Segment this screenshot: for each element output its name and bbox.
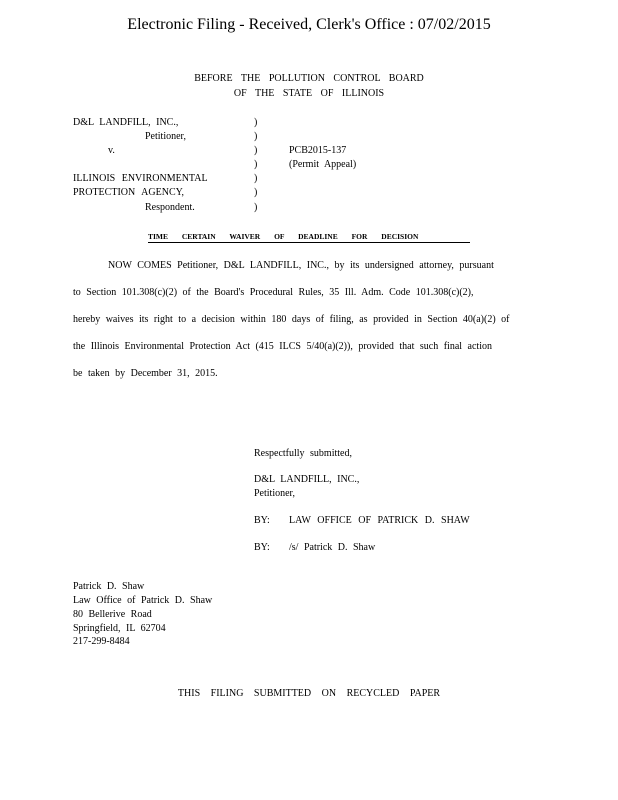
caption-paren: ): [254, 131, 258, 142]
signature-by-label: BY:: [254, 542, 270, 553]
body-line: to Section 101.308(c)(2) of the Board's Procedural Rules, 35 Ill. Adm. Code 101.308(c)(2),: [73, 287, 474, 298]
recycled-paper-notice: THIS FILING SUBMITTED ON RECYCLED PAPER: [177, 688, 441, 699]
signature-by-label: BY:: [254, 515, 270, 526]
respondent-name-line-1: ILLINOIS ENVIRONMENTAL: [73, 173, 208, 184]
respondent-name-line-2: PROTECTION AGENCY,: [73, 187, 185, 198]
board-title-line-1: BEFORE THE POLLUTION CONTROL BOARD: [194, 73, 424, 84]
board-title-line-2: OF THE STATE OF ILLINOIS: [233, 88, 385, 99]
petitioner-role: Petitioner,: [145, 131, 186, 142]
body-line: NOW COMES Petitioner, D&L LANDFILL, INC., by its undersigned attorney, pursuant: [108, 260, 494, 271]
caption-paren: ): [254, 145, 258, 156]
attorney-phone: 217-299-8484: [73, 636, 130, 647]
attorney-name: Patrick D. Shaw: [73, 581, 145, 592]
signature-electronic: /s/ Patrick D. Shaw: [289, 542, 376, 553]
caption-paren: ): [254, 202, 258, 213]
case-number: PCB2015-137: [289, 145, 347, 156]
caption-paren: ): [254, 173, 258, 184]
attorney-street: 80 Bellerive Road: [73, 609, 152, 620]
attorney-firm: Law Office of Patrick D. Shaw: [73, 595, 213, 606]
caption-paren: ): [254, 117, 258, 128]
case-type: (Permit Appeal): [289, 159, 357, 170]
body-line: hereby waives its right to a decision within 180 days of filing, as provided in Section 40(a)(2) of: [73, 314, 510, 325]
electronic-filing-stamp: Electronic Filing - Received, Clerk's Office : 07/02/2015: [127, 16, 491, 33]
petitioner-name: D&L LANDFILL, INC.,: [73, 117, 179, 128]
caption-paren: ): [254, 159, 258, 170]
signature-closing: Respectfully submitted,: [254, 448, 352, 459]
body-line: the Illinois Environmental Protection Act (415 ILCS 5/40(a)(2)), provided that such final action: [73, 341, 492, 352]
attorney-city: Springfield, IL 62704: [73, 623, 166, 634]
signature-by-firm: LAW OFFICE OF PATRICK D. SHAW: [289, 515, 470, 526]
caption-paren: ): [254, 187, 258, 198]
body-line: be taken by December 31, 2015.: [73, 368, 218, 379]
respondent-role: Respondent.: [145, 202, 195, 213]
versus-label: v.: [108, 145, 115, 156]
document-title: TIME CERTAIN WAIVER OF DEADLINE FOR DECISION: [148, 232, 470, 243]
signature-party: D&L LANDFILL, INC.,: [254, 474, 360, 485]
signature-party-role: Petitioner,: [254, 488, 295, 499]
